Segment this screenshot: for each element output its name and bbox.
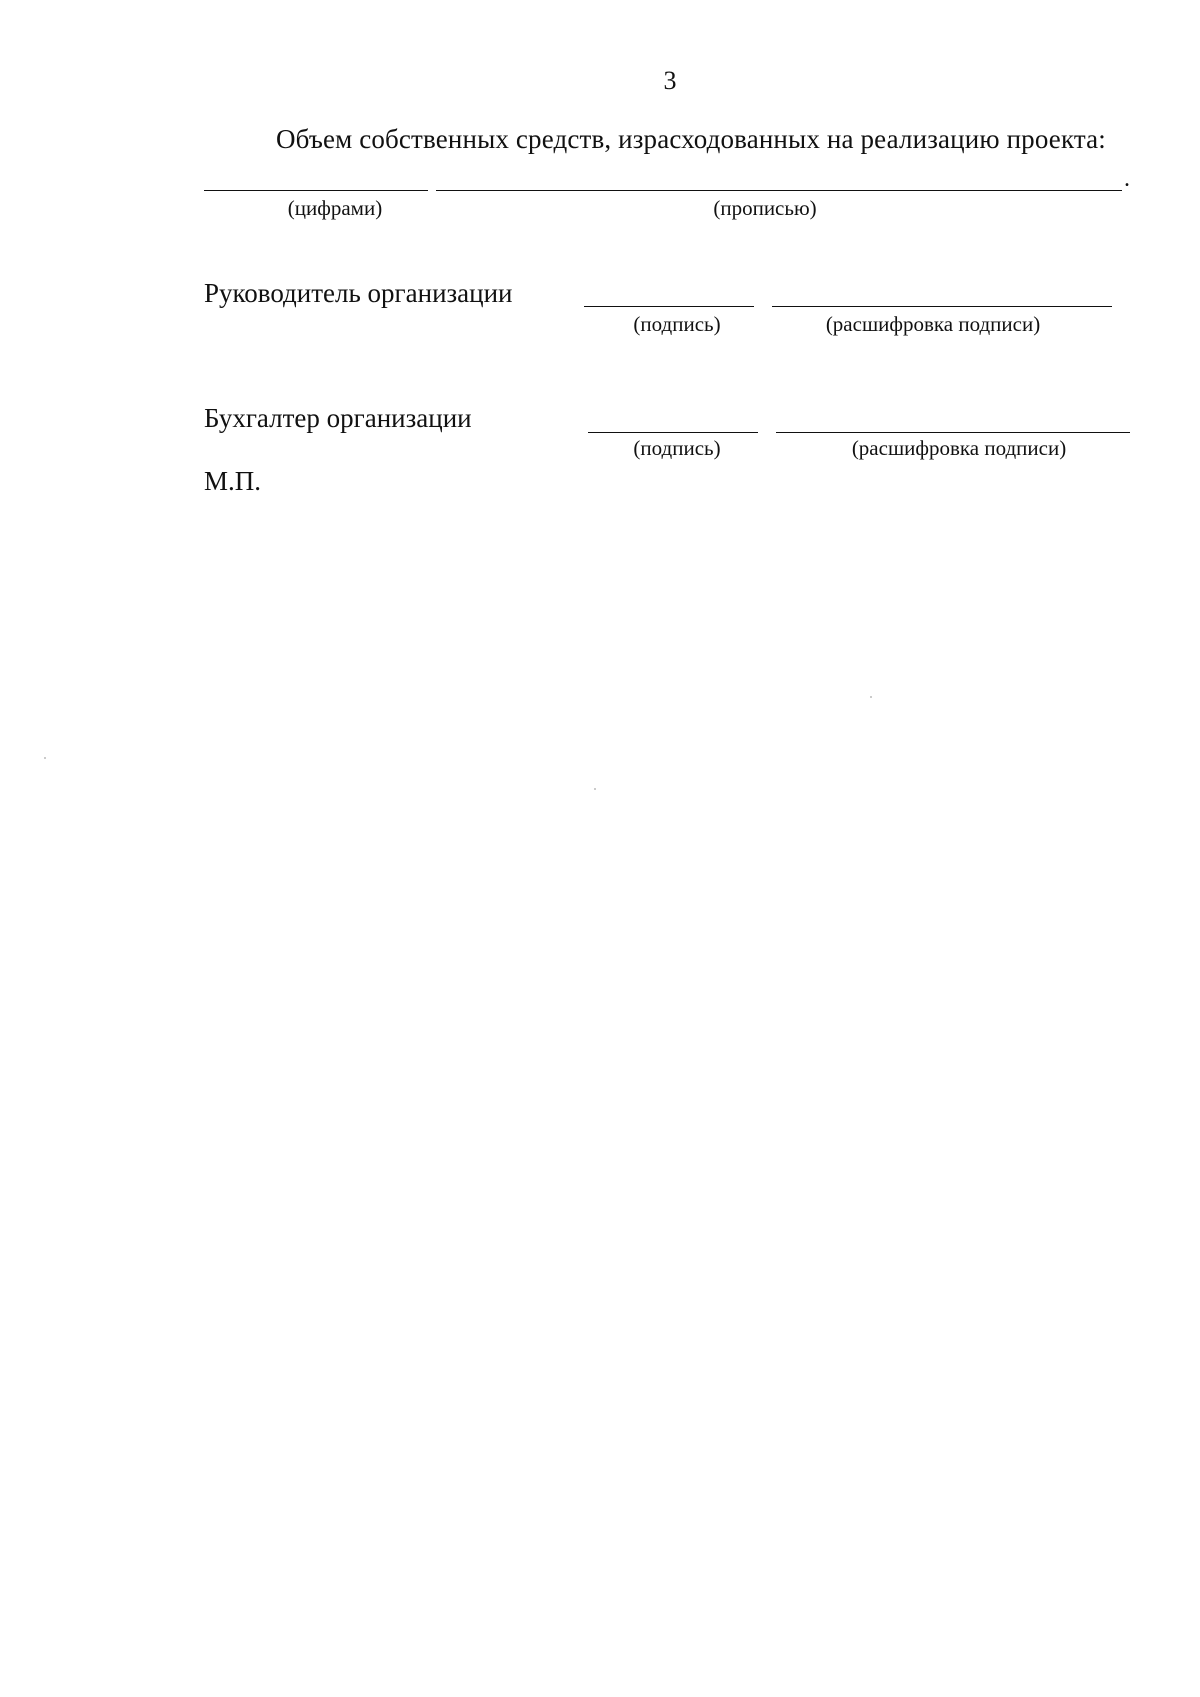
accountant-label: Бухгалтер организации (204, 403, 472, 433)
page-number: 3 (663, 66, 677, 95)
amount-line-end: . (1124, 166, 1130, 192)
accountant-caption-signature: (подпись) (633, 436, 721, 460)
head-of-organization-label: Руководитель организации (204, 278, 513, 308)
scan-speck (44, 757, 46, 759)
amount-words-line (436, 190, 1122, 191)
stamp-place: М.П. (204, 466, 262, 496)
head-caption-signature: (подпись) (633, 312, 721, 336)
scan-speck (870, 696, 872, 698)
caption-digits: (цифрами) (287, 196, 383, 220)
caption-words: (прописью) (713, 196, 817, 220)
head-caption-decoding: (расшифровка подписи) (825, 312, 1041, 336)
amount-digits-line (204, 190, 428, 191)
scan-speck (594, 788, 596, 790)
head-decoding-line (772, 306, 1112, 307)
own-funds-statement: Объем собственных средств, израсходованных на реализацию проекта: (276, 124, 1106, 154)
accountant-decoding-line (776, 432, 1130, 433)
accountant-caption-decoding: (расшифровка подписи) (851, 436, 1067, 460)
accountant-signature-line (588, 432, 758, 433)
head-signature-line (584, 306, 754, 307)
